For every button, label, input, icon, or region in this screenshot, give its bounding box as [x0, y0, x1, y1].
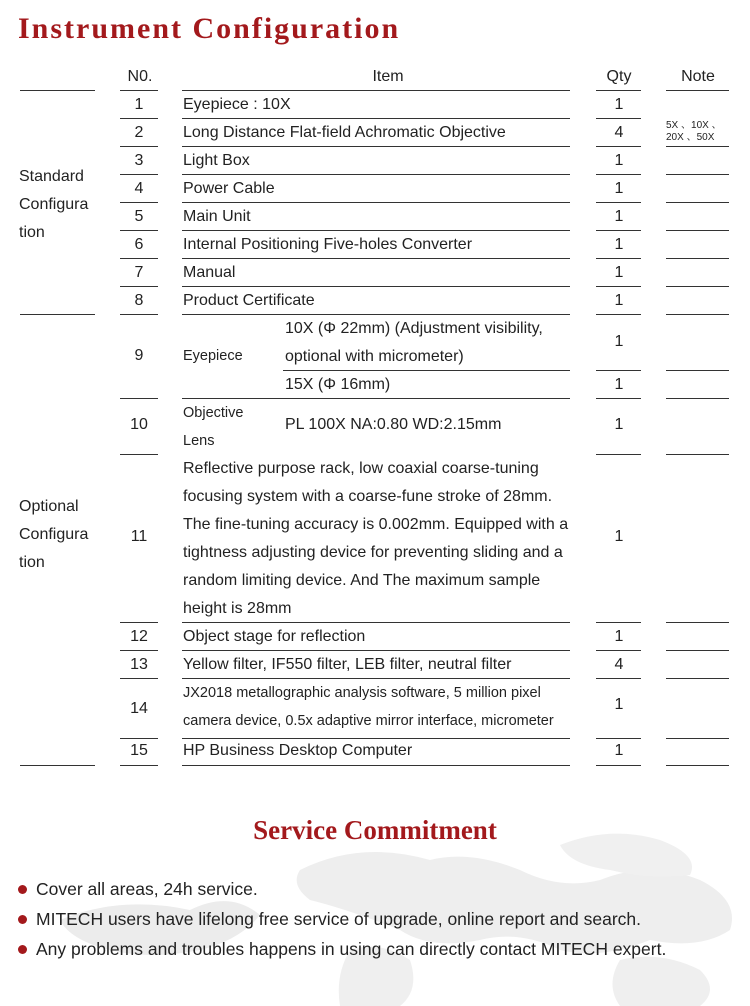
row-number: 12 [130, 628, 148, 645]
header-qty: Qty [606, 68, 632, 85]
row-item: Light Box [183, 152, 250, 169]
row-qty: 1 [614, 208, 624, 225]
row-number: 10 [130, 416, 148, 433]
row-sub-label: Objective Lens [183, 405, 244, 449]
row-note: 5X 、10X 、 20X 、50X [666, 120, 722, 143]
row-item: Internal Positioning Five-holes Converter [183, 236, 473, 253]
row-qty: 1 [614, 236, 624, 253]
service-bullet [18, 904, 641, 934]
row-qty: 1 [614, 264, 624, 281]
bullet-dot-icon [18, 945, 27, 954]
row-number: 11 [130, 528, 148, 545]
row-item: HP Business Desktop Computer [183, 742, 413, 759]
row-qty: 1 [614, 180, 624, 197]
row-number: 9 [134, 347, 144, 364]
service-bullet-text: Any problems and troubles happens in using can directly contact MITECH expert. [36, 939, 667, 959]
row-number: 3 [134, 152, 144, 169]
row-item: Long Distance Flat-field Achromatic Objective [183, 124, 506, 141]
row-qty: 1 [614, 528, 624, 545]
row-qty: 1 [614, 416, 624, 433]
row-item: Yellow filter, IF550 filter, LEB filter, neutral filter [183, 656, 512, 673]
row-qty: 1 [614, 96, 624, 113]
row-item: Eyepiece : 10X [183, 96, 291, 113]
row-item: Object stage for reflection [183, 628, 366, 645]
category-standard: Standard Configura tion [19, 168, 89, 241]
row-number: 2 [134, 124, 144, 141]
row-item: 10X (Φ 22mm) (Adjustment visibility, optional with micrometer) [285, 320, 543, 365]
row-item: Power Cable [183, 180, 275, 197]
row-number: 6 [134, 236, 144, 253]
row-number: 4 [134, 180, 144, 197]
row-qty: 1 [614, 376, 624, 393]
row-item: JX2018 metallographic analysis software, 5 million pixel camera device, 0.5x adaptive mirror interface, micrometer [183, 685, 554, 729]
row-number: 5 [134, 208, 144, 225]
header-item: Item [372, 68, 404, 85]
row-item: Reflective purpose rack, low coaxial coarse-tuning focusing system with a coarse-fune stroke of 28mm. The fine-tuning accuracy is 0.002mm. Equipped with a tightness adjusting device for preventing sliding and a random limiting device. And The maximum sample height is 28mm [183, 460, 569, 617]
row-item: 15X (Φ 16mm) [285, 376, 391, 393]
bullet-dot-icon [18, 885, 27, 894]
row-qty: 1 [614, 333, 624, 350]
row-sub-label: Eyepiece [183, 348, 243, 364]
bullet-dot-icon [18, 915, 27, 924]
row-number: 8 [134, 292, 144, 309]
row-qty: 4 [614, 124, 624, 141]
row-number: 15 [130, 742, 148, 759]
header-note: Note [681, 68, 715, 85]
service-bullet-text: MITECH users have lifelong free service of upgrade, online report and search. [36, 909, 642, 929]
page-title: Instrument Configuration [18, 12, 401, 45]
row-item: Manual [183, 264, 236, 281]
category-optional: Optional Configura tion [19, 498, 89, 571]
row-number: 1 [134, 96, 144, 113]
row-item: Product Certificate [183, 292, 315, 309]
header-no: N0. [127, 68, 153, 85]
row-qty: 1 [614, 696, 624, 713]
row-item: PL 100X NA:0.80 WD:2.15mm [285, 416, 502, 433]
service-bullet [18, 934, 666, 964]
row-item: Main Unit [183, 208, 251, 225]
row-number: 7 [134, 264, 144, 281]
service-title: Service Commitment [253, 815, 497, 845]
row-qty: 1 [614, 742, 624, 759]
row-qty: 1 [614, 292, 624, 309]
service-bullet-text: Cover all areas, 24h service. [36, 879, 258, 899]
row-number: 13 [130, 656, 148, 673]
row-qty: 1 [614, 628, 624, 645]
row-qty: 1 [614, 152, 624, 169]
service-bullet [18, 874, 258, 904]
row-number: 14 [130, 700, 148, 717]
row-qty: 4 [614, 656, 624, 673]
